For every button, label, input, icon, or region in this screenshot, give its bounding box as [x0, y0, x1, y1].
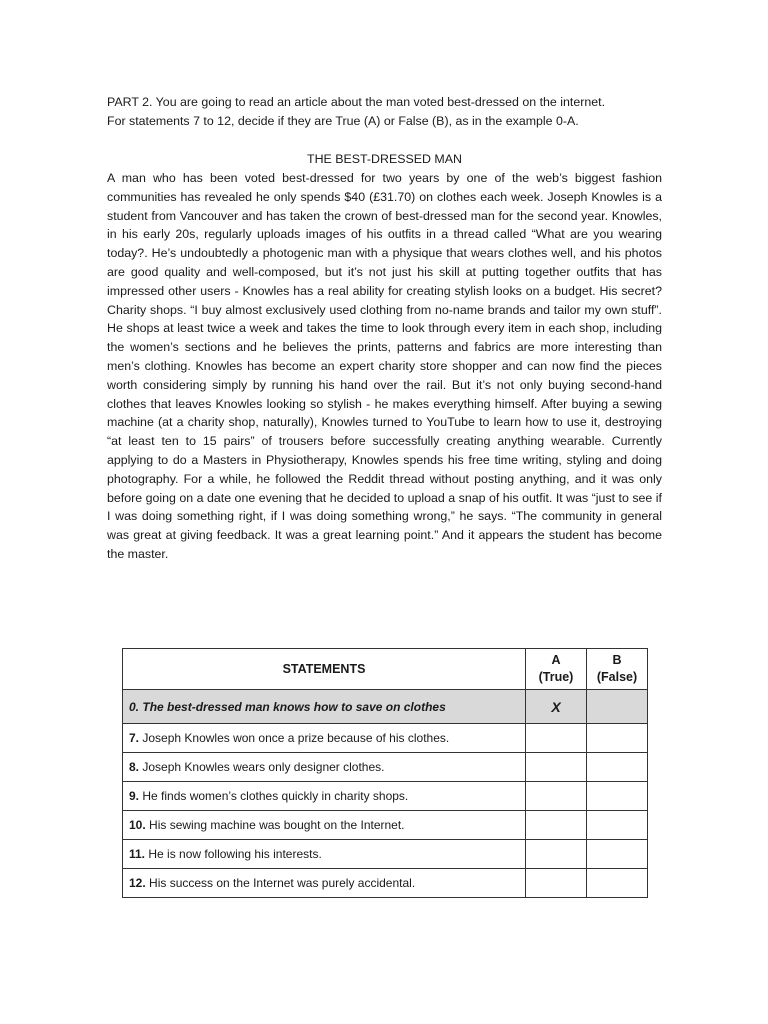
answer-a-cell[interactable]	[526, 782, 587, 811]
statement-number: 8.	[129, 760, 140, 774]
statements-table	[122, 648, 648, 898]
article-title: THE BEST-DRESSED MAN	[307, 152, 462, 166]
table-row	[123, 869, 648, 898]
answer-b-cell[interactable]	[587, 869, 648, 898]
example-statement	[123, 690, 526, 724]
statement-number: 7.	[129, 731, 140, 745]
statements-header: STATEMENTS	[123, 649, 526, 690]
instructions-line-1: PART 2. You are going to read an article about the man voted best-dressed on the internet.	[107, 95, 606, 109]
statement-text: He finds women’s clothes quickly in charity shops.	[142, 789, 409, 803]
answer-b-cell[interactable]	[587, 811, 648, 840]
table-header-row	[123, 649, 648, 690]
example-answer-b[interactable]	[587, 690, 648, 724]
answer-b-cell[interactable]	[587, 724, 648, 753]
answer-a-cell[interactable]	[526, 724, 587, 753]
statement-8	[123, 753, 526, 782]
answer-b-cell[interactable]	[587, 782, 648, 811]
table-row	[123, 782, 648, 811]
statement-9	[123, 782, 526, 811]
statement-number: 12.	[129, 876, 146, 890]
answer-b-cell[interactable]	[587, 840, 648, 869]
answer-a-cell[interactable]	[526, 811, 587, 840]
article-body: A man who has been voted best-dressed for two years by one of the web’s biggest fashion communities has revealed he only spends $40 (£31.70) on clothes each week. Joseph Knowles is a student from Vancouver and has taken the crown of best-dressed man for the second year. Knowles, in his early 20s, regularly uploads images of his outfits in a thread called “What are you wearing today?. He’s undoubtedly a photogenic man with a physique that wears clothes well, and his photos are good quality and well-composed, but it’s not just his skill at putting together outfits that has impressed other users - Knowles has a real ability for creating stylish looks on a budget. His secret? Charity shops. “I buy almost exclusively used clothing from no-name brands and tailor my own stuff”. He shops at least twice a week and takes the time to look through every item in each shop, including the women’s sections and he believes the prints, patterns and fabrics are more interesting than men’s clothing. Knowles has become an expert charity store shopper and can now find the pieces worth considering simply by running his hand over the rail. But it’s not only buying second-hand clothes that leaves Knowles looking so stylish - he makes everything himself. After buying a sewing machine (at a charity shop, naturally), Knowles turned to YouTube to learn how to use it, destroying “at least ten to 15 pairs” of trousers before successfully creating anything wearable. Currently applying to do a Masters in Physiotherapy, Knowles spends his free time writing, styling and doing photography. For a while, he followed the Reddit thread without posting anything, and it was only before going on a date one evening that he decided to upload a snap of his outfit. It was “just to see if I was doing something right, if I was doing something wrong,” he says. “The community in general was great at giving feedback. It was a great learning point.” And it appears the student has become the master.	[107, 171, 662, 561]
column-a-header	[526, 649, 587, 690]
column-b-label: (False)	[596, 670, 638, 684]
answer-a-cell[interactable]	[526, 869, 587, 898]
statement-text: His sewing machine was bought on the Internet.	[149, 818, 405, 832]
column-a-label: (True)	[538, 670, 574, 684]
statement-text: He is now following his interests.	[148, 847, 322, 861]
statement-text: Joseph Knowles wears only designer clothes.	[142, 760, 385, 774]
table-row	[123, 811, 648, 840]
table-row	[123, 753, 648, 782]
statement-number: 9.	[129, 789, 140, 803]
example-row	[123, 690, 648, 724]
column-a-letter: A	[551, 653, 561, 667]
statement-7	[123, 724, 526, 753]
statement-number: 10.	[129, 818, 146, 832]
statement-11	[123, 840, 526, 869]
table-row	[123, 840, 648, 869]
statement-10	[123, 811, 526, 840]
statement-text: Joseph Knowles won once a prize because of his clothes.	[142, 731, 450, 745]
statement-12	[123, 869, 526, 898]
column-b-header	[587, 649, 648, 690]
statement-text: His success on the Internet was purely accidental.	[149, 876, 416, 890]
answer-b-cell[interactable]	[587, 753, 648, 782]
example-answer-a[interactable]: X	[526, 690, 587, 724]
table-row	[123, 724, 648, 753]
instructions-line-2: For statements 7 to 12, decide if they are True (A) or False (B), as in the example 0-A.	[107, 114, 579, 128]
column-b-letter: B	[612, 653, 622, 667]
example-number: 0.	[129, 699, 140, 714]
statement-number: 11.	[129, 847, 146, 861]
instructions	[107, 93, 662, 131]
answer-a-cell[interactable]	[526, 753, 587, 782]
answer-a-cell[interactable]	[526, 840, 587, 869]
example-text: The best-dressed man knows how to save on clothes	[142, 699, 446, 714]
